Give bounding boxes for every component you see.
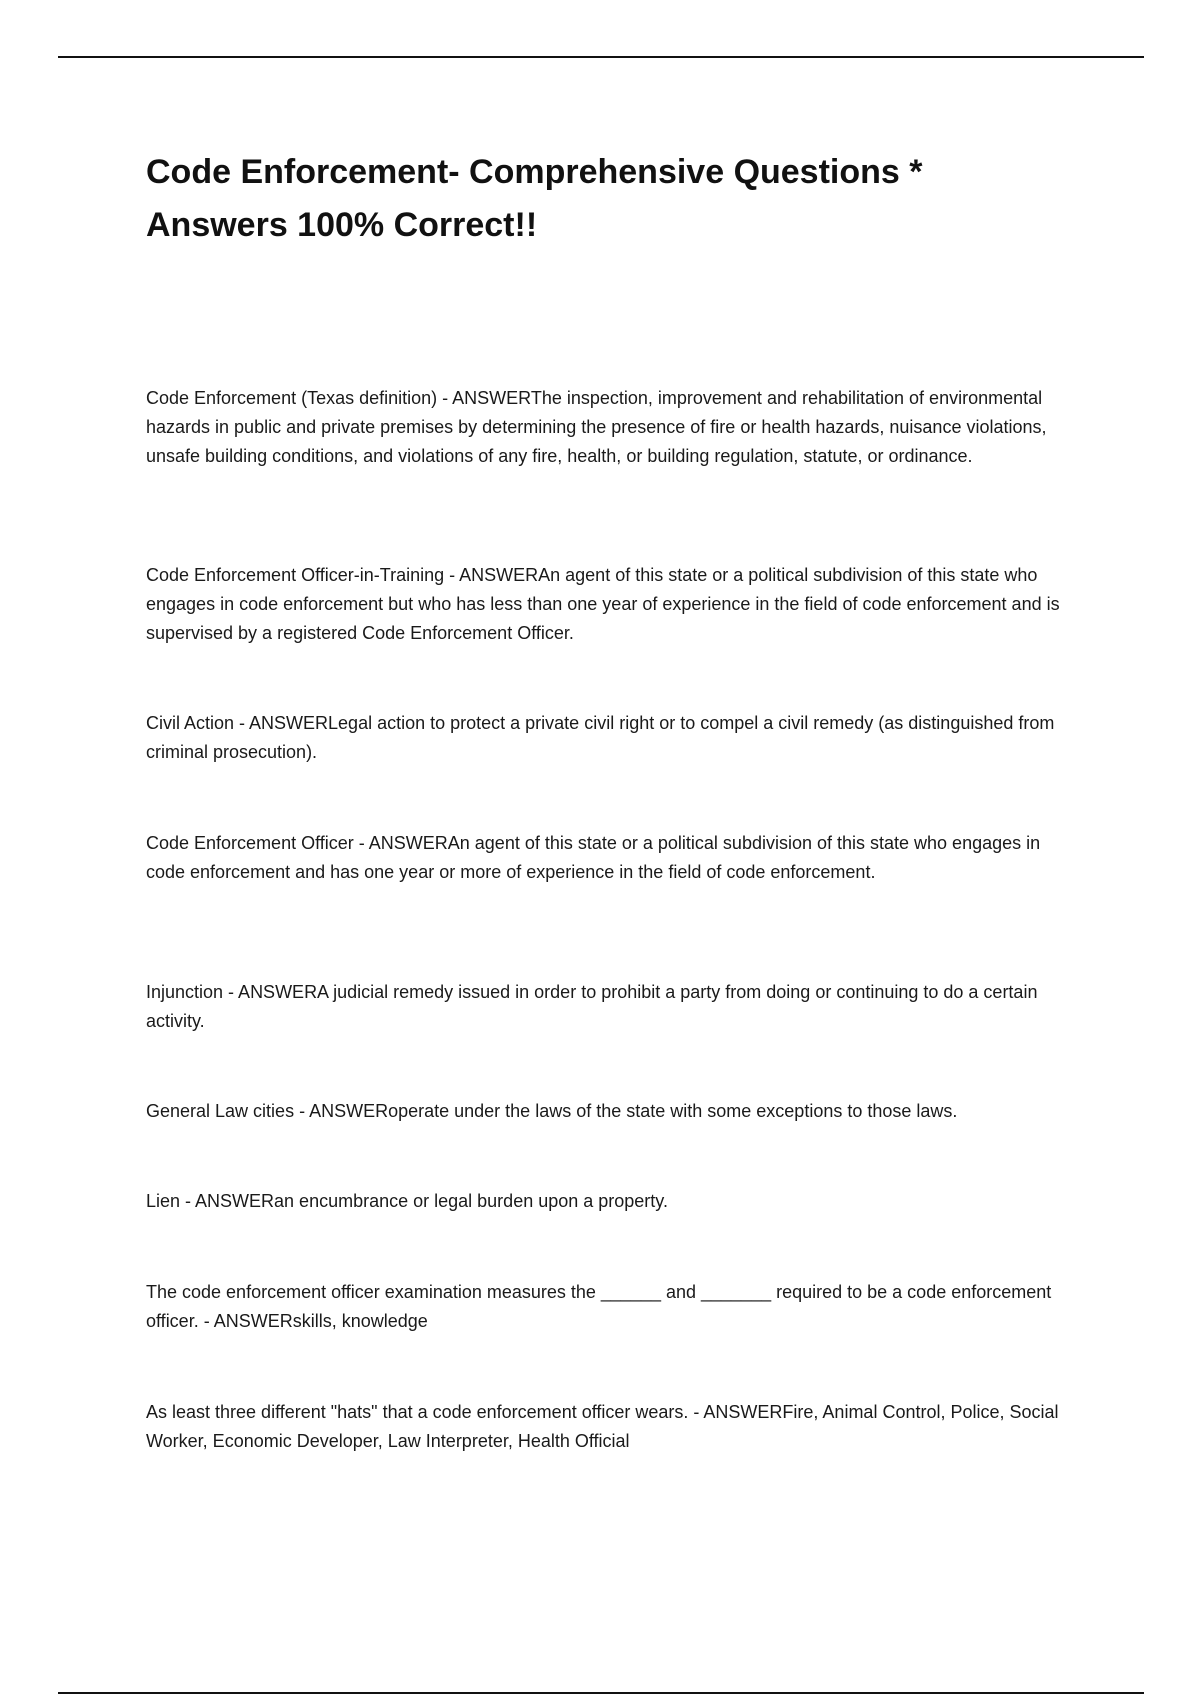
page-title: Code Enforcement- Comprehensive Questions * Answers 100% Correct!!: [146, 153, 923, 244]
qa-entry-general-law-cities: General Law cities - ANSWERoperate under the laws of the state with some exceptions to those laws.: [146, 1101, 958, 1121]
qa-entry-civil-action: Civil Action - ANSWERLegal action to protect a private civil right or to compel a civil remedy (as distinguished from criminal prosecution).: [146, 713, 1055, 762]
header-rule: [58, 56, 1144, 58]
qa-entry-officer-in-training: Code Enforcement Officer-in-Training - ANSWERAn agent of this state or a political subdivision of this state who engages in code enforcement but who has less than one year of experience in the field of code enforcement and is supervised by a registered Code Enforcement Officer.: [146, 565, 1060, 643]
qa-entry-code-enforcement-officer: Code Enforcement Officer - ANSWERAn agent of this state or a political subdivision of this state who engages in code enforcement and has one year or more of experience in the field of code enforcement.: [146, 833, 1041, 882]
footer-rule: [58, 1692, 1144, 1694]
qa-entry-lien: Lien - ANSWERan encumbrance or legal burden upon a property.: [146, 1191, 668, 1211]
qa-entry-officer-hats: As least three different "hats" that a code enforcement officer wears. - ANSWERFire, Animal Control, Police, Social Worker, Economic Developer, Law Interpreter, Health Official: [146, 1402, 1059, 1451]
qa-entry-code-enforcement-definition: Code Enforcement (Texas definition) - ANSWERThe inspection, improvement and rehabilitation of environmental hazards in public and private premises by determining the presence of fire or health hazards, nuisance violations, unsafe building conditions, and violations of any fire, health, or building regulation, statute, or ordinance.: [146, 388, 1047, 466]
qa-entry-examination-measures: The code enforcement officer examination measures the ______ and _______ required to be a code enforcement officer. - ANSWERskills, knowledge: [146, 1282, 1052, 1331]
qa-entry-injunction: Injunction - ANSWERA judicial remedy issued in order to prohibit a party from doing or continuing to do a certain activity.: [146, 982, 1038, 1031]
